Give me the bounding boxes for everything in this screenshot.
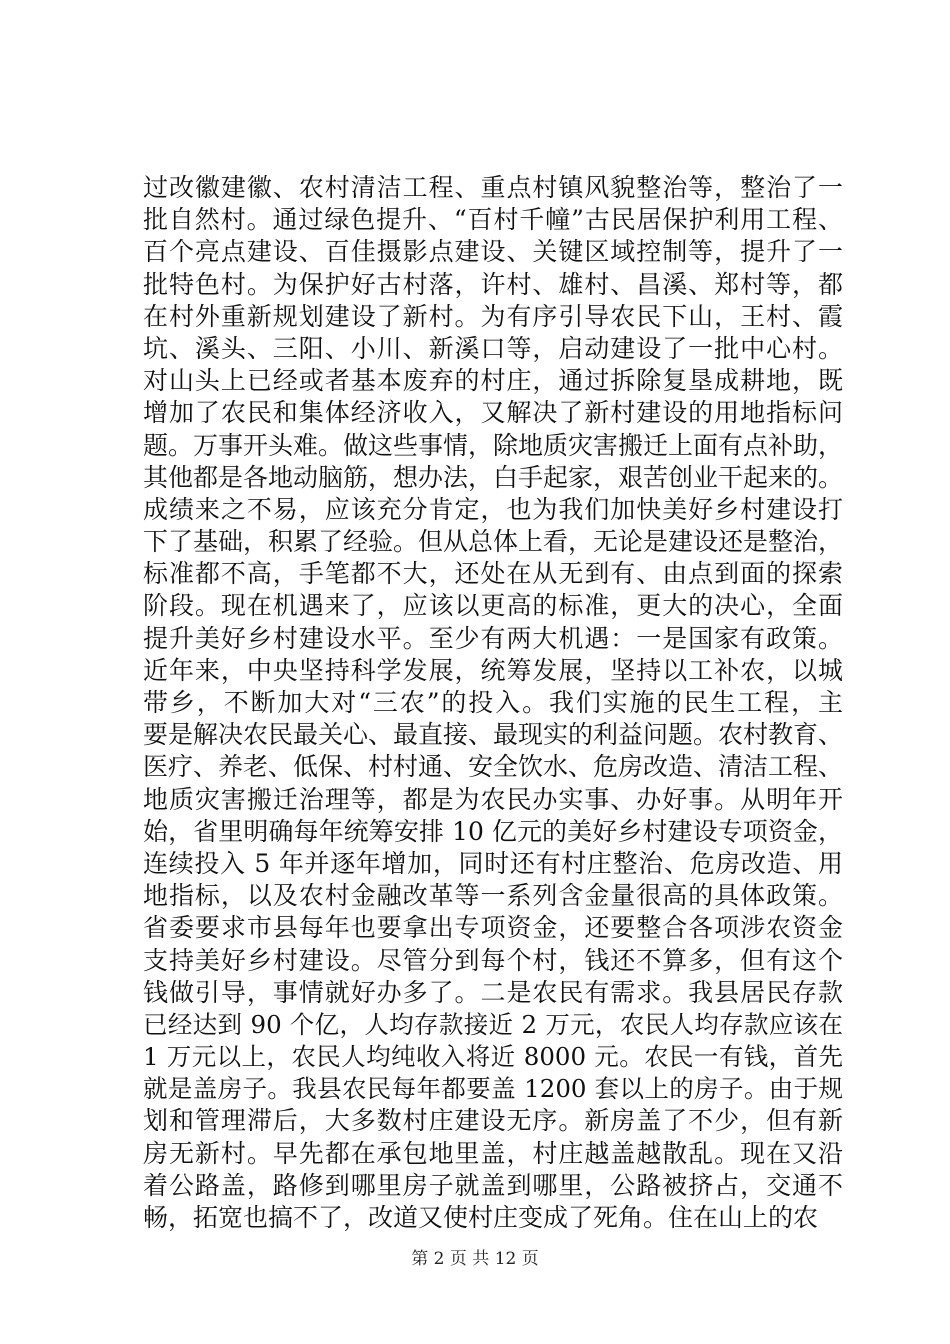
text-line: 着公路盖，路修到哪里房子就盖到哪里，公路被挤占，交通不 — [143, 1170, 843, 1200]
text-line: 题。万事开头难。做这些事情，除地质灾害搬迁上面有点补助， — [143, 430, 844, 460]
text-line: 近年来，中央坚持科学发展，统筹发展，坚持以工补农，以城 — [143, 655, 843, 685]
text-line: 批自然村。通过绿色提升、“百村千幢”古民居保护利用工程、 — [143, 205, 843, 235]
text-line: 对山头上已经或者基本废弃的村庄，通过拆除复垦成耕地，既 — [143, 366, 843, 396]
text-line: 成绩来之不易，应该充分肯定，也为我们加快美好乡村建设打 — [143, 494, 843, 524]
text-line: 在村外重新规划建设了新村。为有序引导农民下山，王村、霞 — [143, 301, 843, 331]
page-number-footer: 第 2 页 共 12 页 — [411, 1249, 539, 1269]
text-line: 已经达到 90 个亿，人均存款接近 2 万元，农民人均存款应该在 — [143, 1009, 843, 1039]
text-line: 百个亮点建设、百佳摄影点建设、关键区域控制等，提升了一 — [143, 237, 843, 267]
text-line: 地质灾害搬迁治理等，都是为农民办实事、办好事。从明年开 — [143, 784, 843, 814]
text-line: 坑、溪头、三阳、小川、新溪口等，启动建设了一批中心村。 — [143, 333, 843, 363]
text-line: 支持美好乡村建设。尽管分到每个村，钱还不算多，但有这个 — [143, 945, 843, 975]
text-line: 房无新村。早先都在承包地里盖，村庄越盖越散乱。现在又沿 — [143, 1138, 843, 1168]
text-line: 阶段。现在机遇来了，应该以更高的标准，更大的决心，全面 — [143, 591, 843, 621]
text-line: 省委要求市县每年也要拿出专项资金，还要整合各项涉农资金 — [143, 913, 843, 943]
text-line: 过改徽建徽、农村清洁工程、重点村镇风貌整治等，整治了一 — [143, 173, 843, 202]
text-line: 1 万元以上，农民人均纯收入将近 8000 元。农民一有钱，首先 — [143, 1042, 843, 1072]
text-line: 地指标，以及农村金融改革等一系列含金量很高的具体政策。 — [143, 881, 843, 911]
text-line: 带乡，不断加大对“三农”的投入。我们实施的民生工程，主 — [143, 688, 843, 717]
text-line: 提升美好乡村建设水平。至少有两大机遇：一是国家有政策。 — [143, 623, 843, 653]
text-line: 划和管理滞后，大多数村庄建设无序。新房盖了不少，但有新 — [143, 1106, 843, 1136]
text-line: 始，省里明确每年统筹安排 10 亿元的美好乡村建设专项资金， — [143, 816, 843, 846]
text-line: 畅，拓宽也搞不了，改道又使村庄变成了死角。住在山上的农 — [143, 1203, 819, 1232]
text-line: 要是解决农民最关心、最直接、最现实的利益问题。农村教育、 — [143, 720, 844, 750]
text-line: 钱做引导，事情就好办多了。二是农民有需求。我县居民存款 — [143, 977, 843, 1007]
text-line: 其他都是各地动脑筋，想办法，白手起家，艰苦创业干起来的。 — [143, 462, 844, 492]
text-line: 下了基础，积累了经验。但从总体上看，无论是建设还是整治， — [143, 527, 844, 557]
text-line: 连续投入 5 年并逐年增加，同时还有村庄整治、危房改造、用 — [143, 848, 843, 878]
body-paragraph — [143, 172, 843, 1234]
text-line: 批特色村。为保护好古村落，许村、雄村、昌溪、郑村等，都 — [143, 269, 843, 299]
text-line: 标准都不高，手笔都不大，还处在从无到有、由点到面的探索 — [143, 559, 843, 589]
text-line: 增加了农民和集体经济收入，又解决了新村建设的用地指标问 — [143, 398, 843, 428]
text-line: 医疗、养老、低保、村村通、安全饮水、危房改造、清洁工程、 — [143, 752, 844, 782]
text-line: 就是盖房子。我县农民每年都要盖 1200 套以上的房子。由于规 — [143, 1074, 843, 1104]
